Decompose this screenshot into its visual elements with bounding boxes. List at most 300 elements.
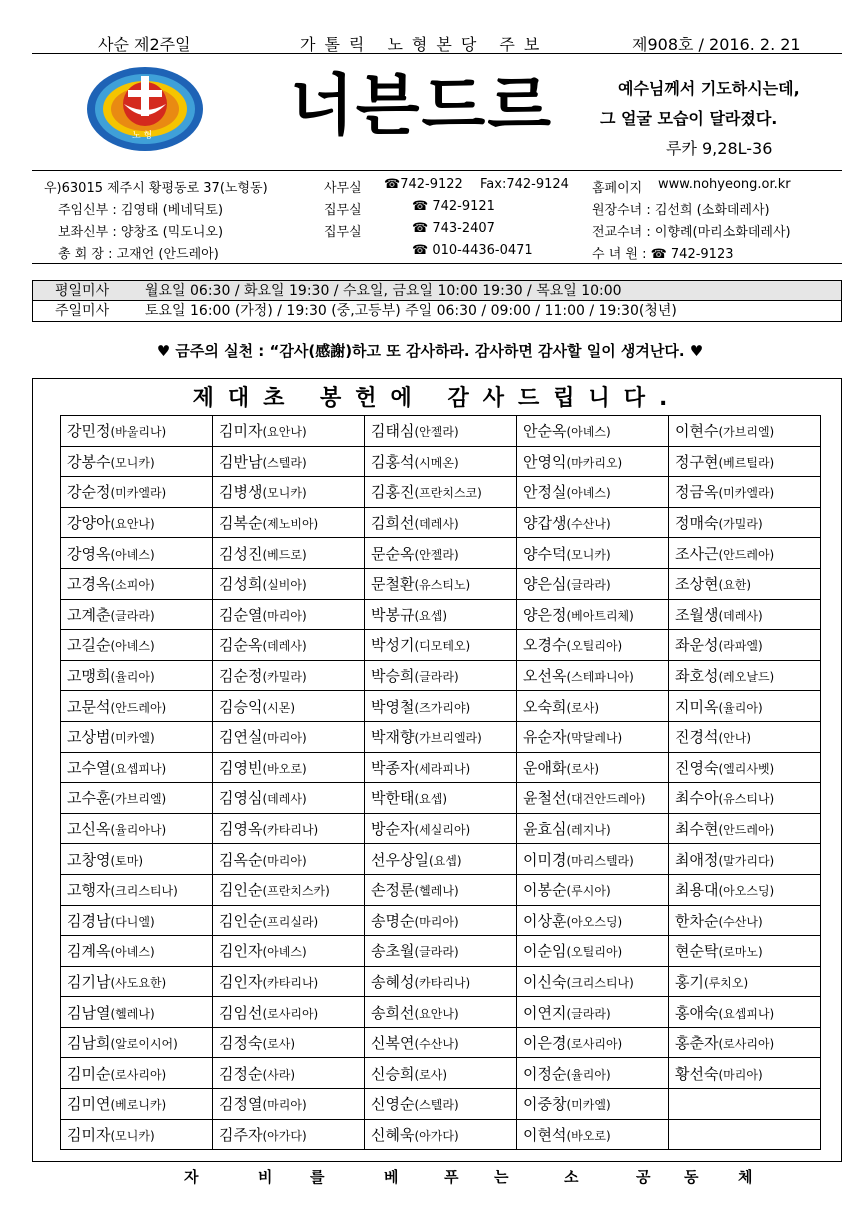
donor-name: 김복순: [219, 514, 263, 533]
donor-cell: [517, 874, 669, 905]
donor-name: 강봉수: [67, 452, 111, 471]
donor-cell: [517, 905, 669, 936]
assistant-phone: ☎ 743-2407: [412, 221, 495, 236]
donor-cell: [365, 599, 517, 630]
baptismal-name: (요셉피나): [718, 1006, 775, 1021]
donor-cell: [365, 752, 517, 783]
baptismal-name: (레지나): [566, 823, 611, 838]
baptismal-name: (데레사): [262, 792, 307, 807]
baptismal-name: (사도요한): [110, 975, 167, 990]
donor-cell: [669, 416, 821, 447]
baptismal-name: (모니카): [566, 547, 611, 562]
donor-cell: [61, 630, 213, 661]
donor-name: 강양아: [67, 514, 111, 533]
donor-name: 김정열: [219, 1095, 263, 1114]
table-row: [61, 936, 821, 967]
table-row: [61, 691, 821, 722]
donor-name: 홍기: [675, 972, 704, 991]
baptismal-name: (로사): [414, 1067, 448, 1082]
baptismal-name: (마리아): [262, 853, 307, 868]
sunday-mass-row: [33, 301, 841, 321]
baptismal-name: (베로니카): [110, 1098, 167, 1113]
donor-cell: [61, 966, 213, 997]
donor-cell: [517, 997, 669, 1028]
mass-schedule: [32, 280, 842, 322]
donor-cell: [669, 446, 821, 477]
weekday-mass-row: [33, 281, 841, 301]
donor-name: 오숙희: [523, 697, 567, 716]
baptismal-name: (세라피나): [414, 761, 471, 776]
donor-cell: [213, 1119, 365, 1150]
sunday-mass-label: 주일미사: [55, 303, 110, 319]
convent: 수 녀 원 : ☎ 742-9123: [592, 247, 734, 262]
donor-cell: [517, 599, 669, 630]
weekday-mass-label: 평일미사: [55, 283, 110, 299]
donor-name: 김반남: [219, 452, 263, 471]
baptismal-name: (마카리오): [566, 455, 623, 470]
donor-cell: [517, 1058, 669, 1089]
donor-cell: [517, 507, 669, 538]
donor-cell: [213, 416, 365, 447]
donor-name: 김순정: [219, 667, 263, 686]
baptismal-name: (마리아): [262, 608, 307, 623]
donor-cell: [517, 966, 669, 997]
office-phone: ☎742-9122: [384, 177, 463, 192]
donor-name: 김순옥: [219, 636, 263, 655]
baptismal-name: (마리아): [262, 1098, 307, 1113]
assistant-room: 집무실: [324, 225, 362, 240]
donor-name: 김임선: [219, 1003, 263, 1022]
footer-letter: 체: [738, 1168, 753, 1186]
footer-letter: 자: [184, 1168, 199, 1186]
donor-cell: [365, 1119, 517, 1150]
donor-name: 김인자: [219, 972, 263, 991]
donor-name: 윤효심: [523, 820, 567, 839]
donor-cell: [213, 874, 365, 905]
donor-name: 고창영: [67, 850, 111, 869]
donor-cell: [61, 1119, 213, 1150]
donor-name: 홍애숙: [675, 1003, 719, 1022]
donor-cell: [213, 1089, 365, 1120]
donor-name: 양은심: [523, 575, 567, 594]
donor-panel: [32, 378, 842, 1162]
donor-name: 이중창: [523, 1095, 567, 1114]
baptismal-name: (오틸리아): [566, 639, 623, 654]
donor-name: 조상현: [675, 575, 719, 594]
donor-cell: [61, 874, 213, 905]
donor-name: 김경남: [67, 911, 111, 930]
donor-cell: [365, 1058, 517, 1089]
baptismal-name: (율리아): [566, 1067, 611, 1082]
donor-cell: [61, 1058, 213, 1089]
donor-name: 문철환: [371, 575, 415, 594]
donor-name: 최수현: [675, 820, 719, 839]
baptismal-name: (수산나): [718, 914, 763, 929]
donor-cell: [517, 752, 669, 783]
donor-cell: [669, 905, 821, 936]
donor-cell: [365, 844, 517, 875]
donor-cell: [61, 446, 213, 477]
donor-name: 이정순: [523, 1064, 567, 1083]
donor-cell: [213, 1058, 365, 1089]
fax: Fax:742-9124: [480, 177, 569, 192]
baptismal-name: (소피아): [110, 578, 155, 593]
baptismal-name: (모니카): [110, 455, 155, 470]
donor-name: 윤철선: [523, 789, 567, 808]
baptismal-name: (프란치스코): [414, 486, 482, 501]
donor-cell: [517, 936, 669, 967]
donor-name: 김미연: [67, 1095, 111, 1114]
homepage-link[interactable]: www.nohyeong.or.kr: [658, 177, 791, 192]
donor-cell: [365, 783, 517, 814]
donor-cell: [517, 630, 669, 661]
donor-cell: [517, 660, 669, 691]
donor-cell: [61, 568, 213, 599]
table-row: [61, 874, 821, 905]
baptismal-name: (실비아): [262, 578, 307, 593]
baptismal-name: (디모테오): [414, 639, 471, 654]
baptismal-name: (요셉): [414, 792, 448, 807]
table-row: [61, 416, 821, 447]
donor-cell: [61, 691, 213, 722]
baptismal-name: (마리아): [414, 914, 459, 929]
office-label: 사무실: [324, 181, 362, 196]
donor-name: 조월생: [675, 605, 719, 624]
donor-cell: [365, 966, 517, 997]
donor-cell: [213, 997, 365, 1028]
baptismal-name: (데레사): [414, 517, 459, 532]
baptismal-name: (아가다): [414, 1128, 459, 1143]
baptismal-name: (로사리아): [718, 1037, 775, 1052]
donor-cell: [517, 844, 669, 875]
donor-name: 신승희: [371, 1064, 415, 1083]
baptismal-name: (카타리나): [262, 975, 319, 990]
donor-cell: [213, 936, 365, 967]
donor-cell: [365, 1089, 517, 1120]
donor-name: 김승익: [219, 697, 263, 716]
donor-name: 송혜성: [371, 972, 415, 991]
table-row: [61, 599, 821, 630]
donor-name: 고맹희: [67, 667, 111, 686]
baptismal-name: (안나): [718, 731, 752, 746]
donor-name: 이현수: [675, 422, 719, 441]
baptismal-name: (안드레아): [718, 547, 775, 562]
baptismal-name: (글라라): [566, 578, 611, 593]
baptismal-name: (마리아): [718, 1067, 763, 1082]
donor-name: 고수열: [67, 758, 111, 777]
footer-letter: 를: [310, 1168, 325, 1186]
donor-cell: [61, 844, 213, 875]
pastor-room: 집무실: [324, 203, 362, 218]
donor-cell: [61, 813, 213, 844]
baptismal-name: (글라라): [414, 945, 459, 960]
baptismal-name: (요안나): [414, 1006, 459, 1021]
donor-name: 좌운성: [675, 636, 719, 655]
donor-name: 고길순: [67, 636, 111, 655]
baptismal-name: (가브리엘라): [414, 731, 482, 746]
donor-cell: [669, 691, 821, 722]
donor-name: 이순임: [523, 942, 567, 961]
footer-letter: 는: [494, 1168, 509, 1186]
donor-name: 오선옥: [523, 667, 567, 686]
donor-name: 송희선: [371, 1003, 415, 1022]
liturgical-week: 사순 제2주일: [98, 35, 191, 54]
donor-cell: [669, 630, 821, 661]
donor-cell: [365, 997, 517, 1028]
baptismal-name: (안젤라): [414, 425, 459, 440]
baptismal-name: (알로이시어): [110, 1037, 178, 1052]
donor-cell: [213, 630, 365, 661]
gospel-verse: [600, 74, 840, 164]
baptismal-name: (바울리나): [110, 425, 167, 440]
donor-cell: [365, 538, 517, 569]
table-row: [61, 568, 821, 599]
baptismal-name: (율리아나): [110, 823, 167, 838]
donor-cell: [517, 721, 669, 752]
baptismal-name: (다니엘): [110, 914, 155, 929]
baptismal-name: (스텔라): [262, 455, 307, 470]
baptismal-name: (로사리아): [110, 1067, 167, 1082]
donor-name: 고수훈: [67, 789, 111, 808]
table-row: [61, 783, 821, 814]
baptismal-name: (가브리엘): [110, 792, 167, 807]
baptismal-name: (크리스티나): [566, 975, 634, 990]
donor-name: 김미자: [219, 422, 263, 441]
donor-cell: [213, 477, 365, 508]
baptismal-name: (데레사): [718, 608, 763, 623]
baptismal-name: (카밀라): [262, 670, 307, 685]
donor-name: 강영옥: [67, 544, 111, 563]
donor-name: 이현석: [523, 1125, 567, 1144]
donor-cell: [61, 936, 213, 967]
donor-cell: [213, 721, 365, 752]
donor-cell: [61, 783, 213, 814]
donor-name: 오경수: [523, 636, 567, 655]
donor-cell: [669, 783, 821, 814]
table-row: [61, 905, 821, 936]
verse-line-2: 그 얼굴 모습이 달라졌다.: [600, 109, 778, 128]
baptismal-name: (유스티노): [414, 578, 471, 593]
baptismal-name: (헬레나): [110, 1006, 155, 1021]
baptismal-name: (마리스텔라): [566, 853, 634, 868]
header-bar: [32, 30, 842, 54]
verse-line-1: 예수님께서 기도하시는데,: [618, 79, 800, 98]
baptismal-name: (미카엘): [566, 1098, 611, 1113]
donor-name: 김옥순: [219, 850, 263, 869]
weekly-practice: ♥ 금주의 실천 : “감사(感謝)하고 또 감사하라. 감사하면 감사할 일이 생겨난다. ♥: [156, 342, 704, 360]
footer-letter: 소: [564, 1168, 579, 1186]
donor-cell: [213, 446, 365, 477]
donor-cell: [669, 568, 821, 599]
donor-cell: [365, 416, 517, 447]
donor-cell: [669, 1058, 821, 1089]
baptismal-name: (세실리아): [414, 823, 471, 838]
weekday-mass-times: 월요일 06:30 / 화요일 19:30 / 수요일, 금요일 10:00 19:30 / 목요일 10:00: [145, 283, 622, 299]
donor-name: 김미순: [67, 1064, 111, 1083]
donor-cell: [213, 1027, 365, 1058]
donor-cell: [61, 507, 213, 538]
table-row: [61, 1058, 821, 1089]
donor-name: 양은정: [523, 605, 567, 624]
donor-cell: [365, 477, 517, 508]
donor-cell: [365, 660, 517, 691]
baptismal-name: (시메온): [414, 455, 459, 470]
baptismal-name: (스테파니아): [566, 670, 634, 685]
donor-name: 김인순: [219, 881, 263, 900]
donor-table: [60, 415, 821, 1150]
baptismal-name: (아녜스): [110, 945, 155, 960]
parish-info: [32, 170, 842, 264]
baptismal-name: (루시아): [566, 884, 611, 899]
footer-letter: 공: [636, 1168, 651, 1186]
donor-name: 운애화: [523, 758, 567, 777]
donor-name: 신혜욱: [371, 1125, 415, 1144]
donor-name: 강순정: [67, 483, 111, 502]
baptismal-name: (제노비아): [262, 517, 319, 532]
baptismal-name: (가밀라): [718, 517, 763, 532]
donor-cell: [517, 691, 669, 722]
table-row: [61, 507, 821, 538]
donor-name: 지미옥: [675, 697, 719, 716]
donor-name: 최수아: [675, 789, 719, 808]
baptismal-name: (로사): [262, 1037, 296, 1052]
donor-cell: [517, 446, 669, 477]
donor-cell: [213, 660, 365, 691]
baptismal-name: (막달레나): [566, 731, 623, 746]
donor-cell: [61, 1027, 213, 1058]
donor-cell: [213, 538, 365, 569]
baptismal-name: (글라라): [414, 670, 459, 685]
donor-cell: [669, 1027, 821, 1058]
donor-cell: [365, 691, 517, 722]
baptismal-name: (프리실라): [262, 914, 319, 929]
donor-name: 이봉순: [523, 881, 567, 900]
baptismal-name: (루치오): [703, 975, 749, 990]
donor-name: 김기남: [67, 972, 111, 991]
donor-name: 양수덕: [523, 544, 567, 563]
head-sister: 원장수녀 : 김선희 (소화데레사): [592, 203, 770, 218]
donor-name: 김남열: [67, 1003, 111, 1022]
donor-cell: [61, 538, 213, 569]
donor-name: 김성진: [219, 544, 263, 563]
donor-cell: [365, 905, 517, 936]
baptismal-name: (아녜스): [262, 945, 307, 960]
donor-cell: [365, 874, 517, 905]
donor-name: 김연실: [219, 728, 263, 747]
baptismal-name: (미카엘라): [718, 486, 775, 501]
donor-cell: [517, 783, 669, 814]
donor-name: 김영심: [219, 789, 263, 808]
sunday-mass-times: 토요일 16:00 (가정) / 19:30 (중,고등부) 주일 06:30 / 09:00 / 11:00 / 19:30(청년): [145, 303, 677, 319]
donor-name: 박승희: [371, 667, 415, 686]
baptismal-name: (안드레아): [718, 823, 775, 838]
donor-cell: [517, 416, 669, 447]
donor-cell: [213, 691, 365, 722]
donor-name: 송초월: [371, 942, 415, 961]
donor-name: 이은경: [523, 1034, 567, 1053]
svg-text:노 형: 노 형: [132, 131, 153, 141]
table-row: [61, 1119, 821, 1150]
donor-cell: [669, 721, 821, 752]
baptismal-name: (모니카): [110, 1128, 155, 1143]
donor-name: 고상범: [67, 728, 111, 747]
table-row: [61, 1027, 821, 1058]
parish-logo: [84, 64, 206, 154]
donor-cell: [365, 721, 517, 752]
donor-cell: [669, 874, 821, 905]
donor-name: 이미경: [523, 850, 567, 869]
donor-name: 박영철: [371, 697, 415, 716]
donor-name: 김병생: [219, 483, 263, 502]
donor-cell: [669, 1119, 821, 1150]
baptismal-name: (카타리나): [262, 823, 319, 838]
assistant-priest: 보좌신부 : 양창조 (믹도니오): [58, 225, 224, 240]
mission-sister: 전교수녀 : 이향례(마리소화데레사): [592, 225, 791, 240]
donor-cell: [669, 1089, 821, 1120]
donor-cell: [517, 813, 669, 844]
donor-name: 선우상일: [371, 850, 429, 869]
baptismal-name: (안젤라): [414, 547, 459, 562]
donor-cell: [669, 966, 821, 997]
baptismal-name: (라파엘): [718, 639, 763, 654]
baptismal-name: (바오로): [566, 1128, 611, 1143]
baptismal-name: (오틸리아): [566, 945, 623, 960]
donor-name: 안영익: [523, 452, 567, 471]
donor-cell: [669, 538, 821, 569]
table-row: [61, 966, 821, 997]
donor-name: 김미자: [67, 1125, 111, 1144]
donor-name: 고경옥: [67, 575, 111, 594]
donor-name: 좌호성: [675, 667, 719, 686]
baptismal-name: (모니카): [262, 486, 307, 501]
donor-cell: [365, 1027, 517, 1058]
donor-cell: [365, 446, 517, 477]
verse-reference: 루카 9,28L-36: [666, 139, 773, 158]
baptismal-name: (글라라): [566, 1006, 611, 1021]
baptismal-name: (데레사): [262, 639, 307, 654]
table-row: [61, 813, 821, 844]
donor-cell: [669, 813, 821, 844]
donor-cell: [61, 997, 213, 1028]
table-row: [61, 752, 821, 783]
donor-name: 조사근: [675, 544, 719, 563]
donor-name: 이상훈: [523, 911, 567, 930]
donor-cell: [365, 568, 517, 599]
donor-name: 문순옥: [371, 544, 415, 563]
donor-cell: [669, 997, 821, 1028]
baptismal-name: (안드레아): [110, 700, 167, 715]
donor-cell: [669, 477, 821, 508]
baptismal-name: (율리아): [110, 670, 155, 685]
donor-cell: [669, 507, 821, 538]
baptismal-name: (베르틸라): [718, 455, 775, 470]
donor-name: 박봉규: [371, 605, 415, 624]
baptismal-name: (베드로): [262, 547, 307, 562]
donor-name: 김인자: [219, 942, 263, 961]
donor-cell: [213, 507, 365, 538]
baptismal-name: (요셉피나): [110, 761, 167, 776]
baptismal-name: (아녜스): [110, 639, 155, 654]
donor-name: 김홍석: [371, 452, 415, 471]
donor-name: 김순열: [219, 605, 263, 624]
address: 우)63015 제주시 황평동로 37(노형동): [44, 181, 268, 196]
donor-name: 홍춘자: [675, 1034, 719, 1053]
baptismal-name: (로사): [566, 700, 600, 715]
donor-name: 현순탁: [675, 942, 719, 961]
donor-name: 고신옥: [67, 820, 111, 839]
donor-name: 김주자: [219, 1125, 263, 1144]
donor-name: 신영순: [371, 1095, 415, 1114]
